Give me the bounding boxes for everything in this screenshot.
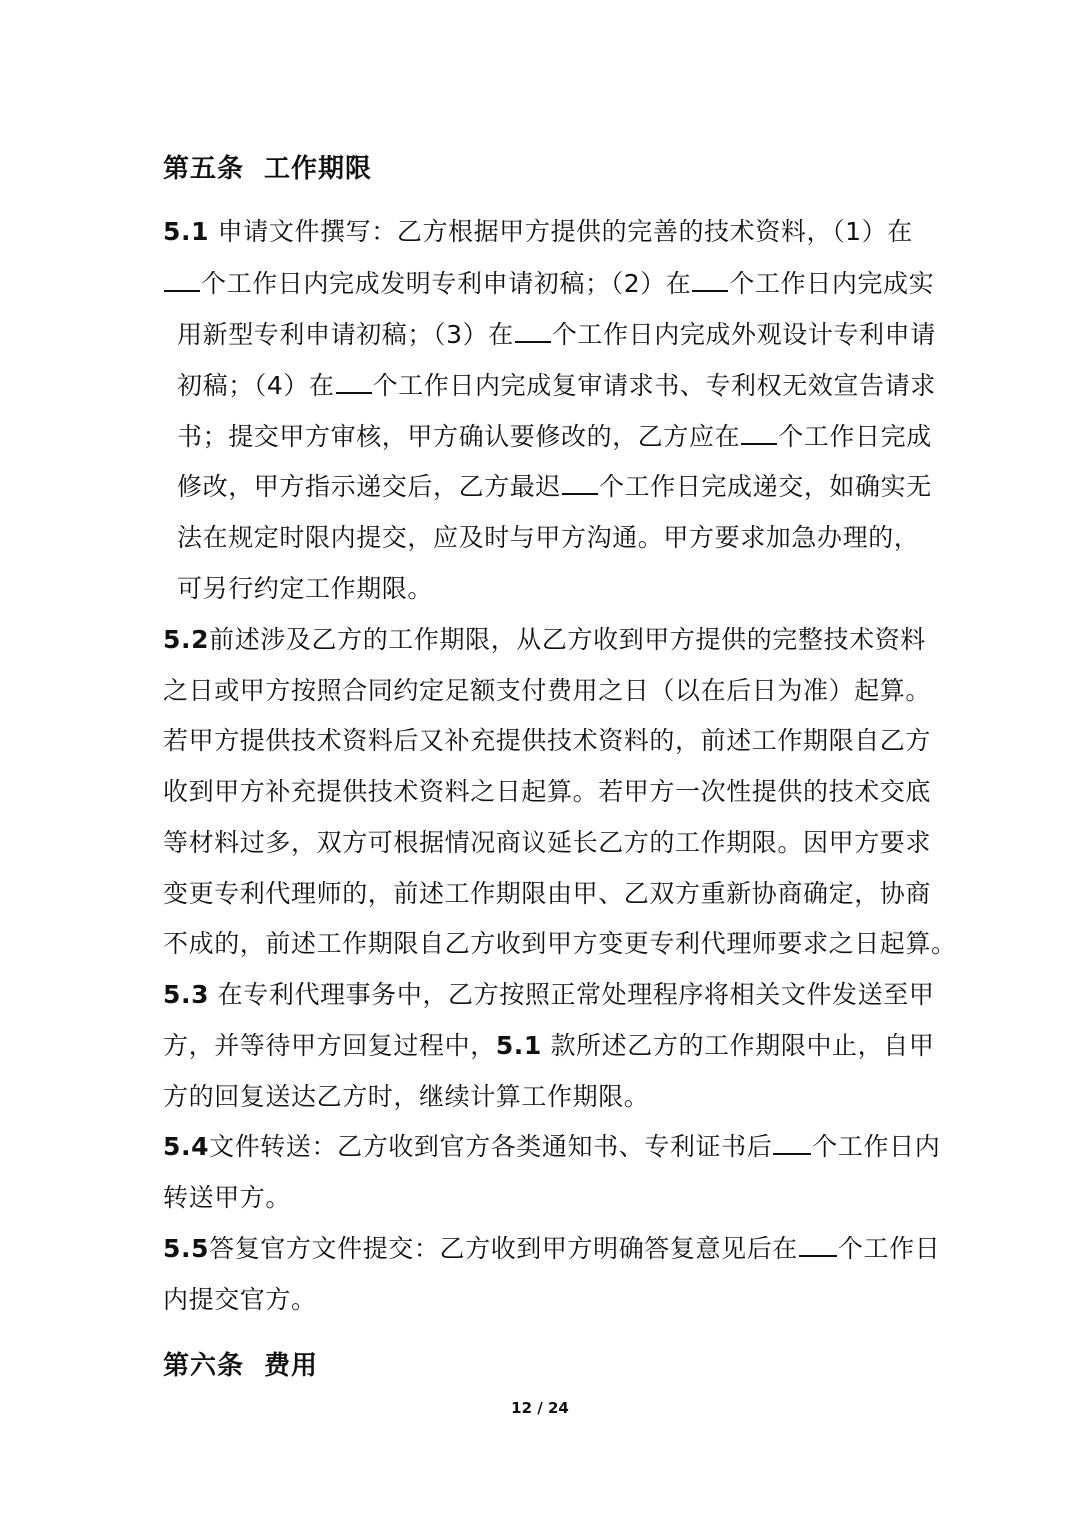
page-number [0, 1399, 1080, 1417]
article-title: 工作期限 [264, 154, 373, 184]
clause-text: 等材料过多，双方可根据情况商议延长乙方的工作期限。因甲方要求 [163, 828, 932, 857]
clause-number: 5.5 [163, 1234, 210, 1263]
article-number: 第五条 [163, 154, 245, 184]
clause-text: 变更专利代理师的，前述工作期限由甲、乙双方重新协商确定，协商 [163, 879, 932, 908]
clause-5-2-line-4 [163, 772, 931, 808]
clause-5-2-line-7 [163, 924, 957, 960]
clause-5-1-line-7 [177, 518, 919, 554]
clause-text: 个工作日内完成发明专利申请初稿；（2）在 [201, 269, 692, 298]
article-title: 费用 [264, 1351, 319, 1381]
clause-text: 方，并等待甲方回复过程中， [163, 1031, 496, 1060]
article-number: 第六条 [163, 1351, 245, 1381]
clause-text: 答复官方文件提交：乙方收到甲方明确答复意见后在 [209, 1234, 798, 1263]
current-page: 12 [511, 1399, 533, 1417]
clause-number: 5.1 [163, 217, 210, 246]
clause-5-1-line-2 [163, 264, 934, 300]
clause-5-3-line-1 [163, 975, 934, 1011]
clause-text: 书；提交甲方审核，甲方确认要修改的，乙方应在 [177, 422, 741, 451]
clause-number: 5.3 [163, 980, 210, 1009]
article-5-heading [163, 148, 372, 185]
clause-reference: 5.1 [495, 1031, 542, 1060]
clause-text: 个工作日内完成外观设计专利申请 [551, 320, 936, 349]
clause-5-4-line-2 [163, 1178, 291, 1214]
clause-text: 前述涉及乙方的工作期限，从乙方收到甲方提供的完整技术资料 [209, 625, 926, 654]
clause-text: 个工作日完成递交，如确实无 [599, 472, 932, 501]
clause-text: 可另行约定工作期限。 [177, 574, 434, 603]
clause-5-1-line-4 [177, 366, 936, 402]
blank-field[interactable] [562, 492, 598, 495]
clause-5-1-line-3 [177, 315, 936, 351]
clause-text: 之日或甲方按照合同约定足额支付费用之日（以在后日为准）起算。 [163, 676, 932, 705]
clause-5-2-line-5 [163, 823, 931, 859]
page-separator: / [537, 1399, 543, 1417]
clause-5-1-line-5 [177, 417, 932, 453]
clause-5-1-line-1 [163, 212, 913, 248]
clause-5-5-line-2 [163, 1280, 317, 1316]
clause-5-2-line-3 [163, 721, 931, 757]
blank-field[interactable] [799, 1254, 837, 1257]
clause-text: 内提交官方。 [163, 1285, 317, 1314]
clause-text: 个工作日内 [812, 1132, 941, 1161]
clause-5-5-line-1 [163, 1229, 940, 1265]
blank-field[interactable] [773, 1152, 811, 1155]
clause-number: 5.4 [163, 1132, 210, 1161]
clause-text: 用新型专利申请初稿；（3）在 [177, 320, 514, 349]
clause-text: 收到甲方补充提供技术资料之日起算。若甲方一次性提供的技术交底 [163, 777, 932, 806]
clause-text: 修改，甲方指示递交后，乙方最迟 [177, 472, 562, 501]
clause-text: 款所述乙方的工作期限中止，自甲 [550, 1031, 935, 1060]
blank-field[interactable] [515, 340, 551, 343]
clause-5-3-line-2 [163, 1026, 934, 1062]
clause-text: 法在规定时限内提交，应及时与甲方沟通。甲方要求加急办理的， [177, 523, 920, 552]
clause-text: 个工作日内完成实 [729, 269, 935, 298]
clause-text: 不成的，前述工作期限自乙方收到甲方变更专利代理师要求之日起算。 [163, 929, 957, 958]
clause-text: 初稿；（4）在 [177, 371, 335, 400]
blank-field[interactable] [692, 289, 728, 292]
article-6-heading [163, 1345, 318, 1382]
clause-text: 文件转送：乙方收到官方各类通知书、专利证书后 [209, 1132, 773, 1161]
clause-number: 5.2 [163, 625, 210, 654]
clause-text: 在专利代理事务中，乙方按照正常处理程序将相关文件发送至甲 [217, 980, 935, 1009]
clause-text: 方的回复送达乙方时，继续计算工作期限。 [163, 1082, 650, 1111]
clause-5-2-line-6 [163, 874, 931, 910]
clause-5-2-line-1 [163, 620, 926, 656]
clause-text: 个工作日 [837, 1234, 941, 1263]
total-pages: 24 [547, 1399, 569, 1417]
clause-5-1-line-8 [177, 569, 433, 605]
clause-text: 个工作日完成 [778, 422, 932, 451]
clause-5-3-line-3 [163, 1077, 649, 1113]
blank-field[interactable] [164, 289, 200, 292]
clause-text: 申请文件撰写：乙方根据甲方提供的完善的技术资料，（1）在 [217, 217, 913, 246]
blank-field[interactable] [741, 442, 777, 445]
clause-text: 若甲方提供技术资料后又补充提供技术资料的，前述工作期限自乙方 [163, 726, 932, 755]
clause-text: 转送甲方。 [163, 1183, 292, 1212]
clause-text: 个工作日内完成复审请求书、专利权无效宣告请求 [372, 371, 936, 400]
clause-5-2-line-2 [163, 671, 931, 707]
blank-field[interactable] [336, 391, 372, 394]
clause-5-1-line-6 [177, 467, 932, 503]
clause-5-4-line-1 [163, 1127, 940, 1163]
